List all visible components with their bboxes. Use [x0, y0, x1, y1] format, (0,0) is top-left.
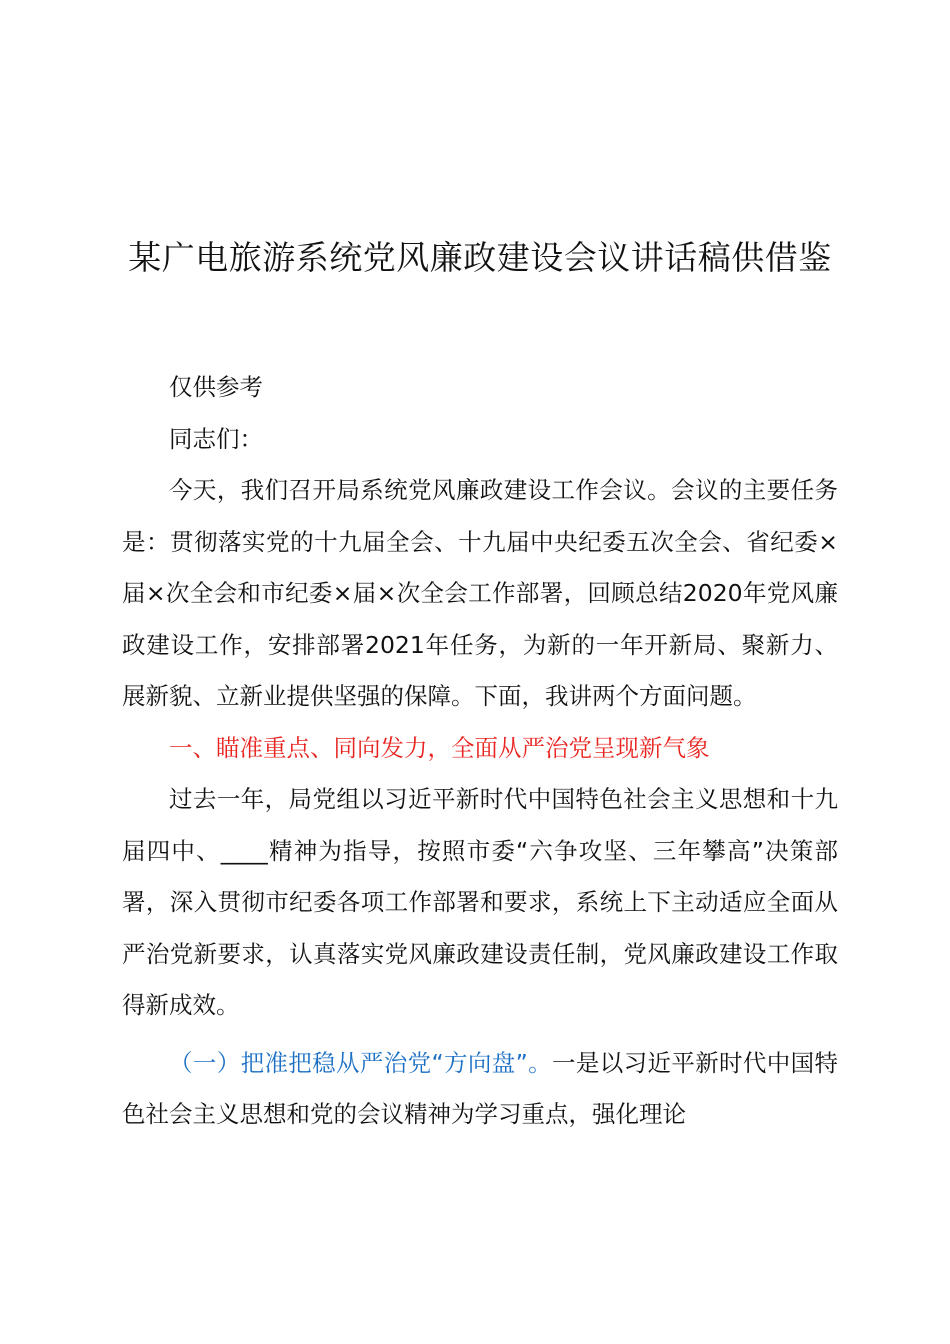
document-body: [122, 362, 838, 1141]
subsection-heading: （一）把准把稳从严治党“方向盘”。: [169, 1048, 553, 1077]
paragraph-intro: 今天，我们召开局系统党风廉政建设工作会议。会议的主要任务是：贯彻落实党的十九届全会、十九届中央纪委五次全会、省纪委×届×次全会和市纪委×届×次全会工作部署，回顾总结2020年党风廉政建设工作，安排部署2021年任务，为新的一年开新局、聚新力、展新貌、立新业提供坚强的保障。下面，我讲两个方面问题。: [122, 476, 838, 710]
section-heading-one: 一、瞄准重点、同向发力，全面从严治党呈现新气象: [169, 733, 710, 762]
document-title: 某广电旅游系统党风廉政建设会议讲话稿供借鉴: [128, 238, 832, 277]
subsection-paragraph: [122, 1038, 838, 1141]
paragraph-review: 过去一年，局党组以习近平新时代中国特色社会主义思想和十九届四中、____精神为指导，按照市委“六争攻坚、三年攀高”决策部署，深入贯彻市纪委各项工作部署和要求，系统上下主动适应全面从严治党新要求，认真落实党风廉政建设责任制，党风廉政建设工作取得新成效。: [122, 785, 838, 1019]
paragraph-note: 仅供参考: [169, 373, 263, 401]
paragraph-salutation: 同志们：: [169, 424, 263, 453]
subsection-text: 一是以习近平新时代中国特色社会主义思想和党的会议精神为学习重点，强化理论: [122, 1048, 838, 1128]
